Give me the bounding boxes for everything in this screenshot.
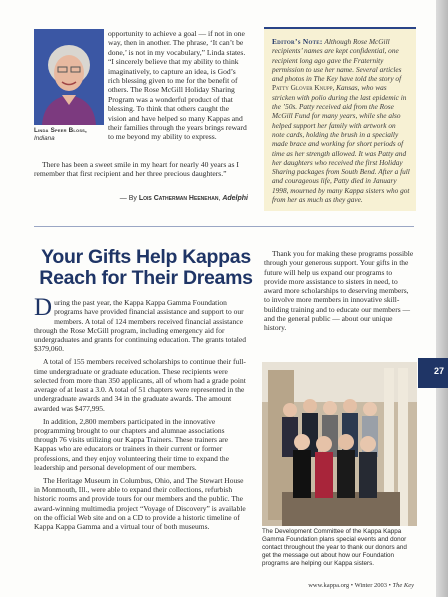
editors-note-name: Patty Glover Knupp <box>272 83 333 93</box>
section-divider <box>34 226 414 227</box>
story-lower <box>34 160 248 179</box>
page-number: 27 <box>433 366 444 376</box>
page-footer <box>264 582 414 589</box>
page-edge <box>433 0 448 597</box>
drop-cap: D <box>34 294 53 321</box>
portrait-image <box>34 29 104 125</box>
portrait-name: Linda Speer Bloss, <box>34 127 88 134</box>
story-closing: There has been a sweet smile in my heart for nearly 40 years as I remember that first recipient and her three precious daughters.” <box>34 160 239 179</box>
byline: — By Lois Catherman Heenehan, Adelphi <box>119 195 248 202</box>
story-column <box>108 29 248 142</box>
article-paragraph-2: A total of 155 members received scholarships to continue their full-time undergraduate or graduate education. These recipients were selected from more than 350 applicants, all of whom had a grade point average of at least a 3.0. A total of 51 chapters were represented in the undergraduate awards and 34 in the graduate awards. The amount awarded was $477,995. <box>34 357 246 413</box>
group-photo <box>262 362 417 526</box>
byline-prefix: — By <box>119 195 137 202</box>
editors-note-box <box>264 27 416 211</box>
portrait-location: Indiana <box>34 135 55 142</box>
article-paragraph-1 <box>34 294 246 354</box>
group-photo-image <box>262 362 417 526</box>
group-photo-caption: The Development Committee of the Kappa Kappa Gamma Foundation plans special events and donor contact throughout the year to thank our donors and get the message out about how our Foundation programs are helping our Kappa sisters. <box>262 528 407 567</box>
editors-note-text <box>272 37 410 204</box>
article-closing-paragraph: Thank you for making these programs possible through your generous support. Your gifts in the future will help us expand our programs to provide more assistance to sisters in need, to award more scholarships to deserving members, to involve more members in innovative skill-building training and to educate our members — and the general public — about our unique history. <box>264 249 414 333</box>
editors-note-part-1: Although Rose McGill recipients’ names are kept confidential, one recipient long ago gave the Fraternity permission to use her name. Several articles and photos in The Key have told the story of <box>272 37 402 84</box>
byline-name: Lois Catherman Heenehan <box>138 195 219 202</box>
article-headline: Your Gifts Help Kappas Reach for Their Dreams <box>39 246 253 289</box>
article-paragraph-3: In addition, 2,800 members participated in the innovative programming brought to our chapters and alumnae associations through 76 visits utilizing our Kappa Trainers. These trainers are Kappas who are educators or trainers in their current or former professions, and they enjoy volunteering their time to expand the leadership and personal development of our members. <box>34 416 229 473</box>
editors-note-part-2: , Kansas, who was stricken with polio during the last epidemic in the ’50s. Patty received aid from the Rose McGill Fund for many years, while she also helped support her family with artwork on note cards, holding the brush in a specially made brace and working for short periods of time as her strength allowed. It was Patty and her daughters who received the first Holiday Sharing packages from South Bend. After a full and courageous life, Patty died in January 1998, mourned by many Kappa sisters who got from her as much as they gave. <box>272 83 410 205</box>
article-body-left <box>34 294 246 535</box>
story-text: opportunity to achieve a goal — if not in one way, then in another. The phrase, ‘It can’t be done,’ is not in my vocabulary,” Linda states. “I sincerely believe that my ability to think imaginatively, to capture an idea, is God’s rich blessing given to me for the benefit of others. The Rose McGill Holiday Sharing Program was a wonderful product of that blessing. To think that others caught the vision and have helped so many Kappas and their families through the years brings reward to me beyond my ability to express. <box>108 29 247 142</box>
footer-magazine: The Key <box>392 582 414 589</box>
article-body-right <box>264 249 414 333</box>
portrait-caption <box>34 127 114 143</box>
footer-text: www.kappa.org • Winter 2003 • <box>308 582 391 589</box>
byline-chapter: Adelphi <box>222 195 248 202</box>
article-paragraph-4: The Heritage Museum in Columbus, Ohio, and The Stewart House in Monmouth, Ill., were able to expand their collections, refurbish historic rooms and provide tours for our members and the public. The award-winning multimedia project “Voyage of Discovery” is available on the official Web site and on a CD to provide a historic timeline of Kappa Kappa Gamma and a virtual tour of both museums. <box>34 475 246 532</box>
editors-note-lead: Editor’s Note: <box>272 37 323 46</box>
article-paragraph-1-text: uring the past year, the Kappa Kappa Gamma Foundation programs have provided financial assistance and support to our members. A total of 124 members received financial assistance through the Rose McGill program, including emergency aid for undergraduates and grants for continuing education. The grants totaled $379,060. <box>34 298 246 354</box>
portrait-photo <box>34 29 104 125</box>
